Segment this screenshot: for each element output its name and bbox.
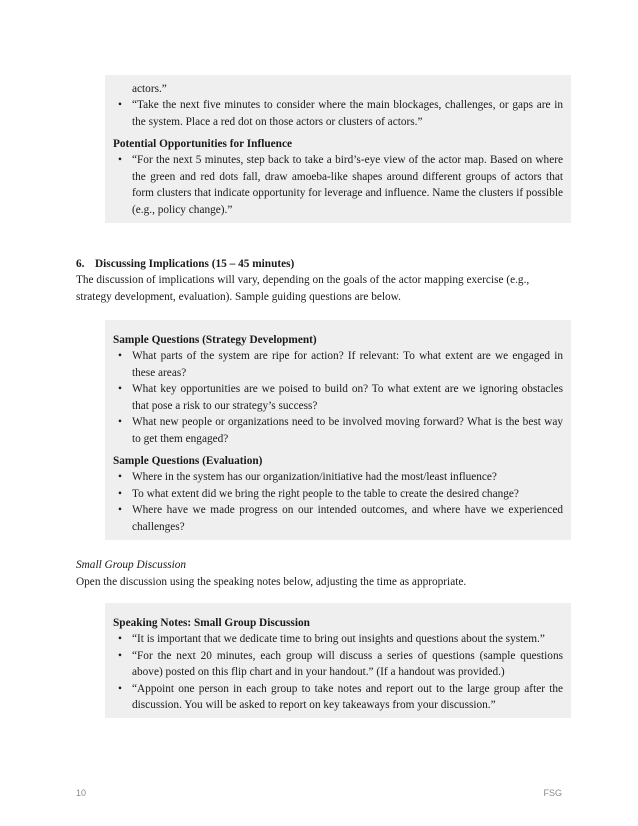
callout-box-influence (105, 75, 571, 223)
section-title: Discussing Implications (15 – 45 minutes) (95, 258, 295, 270)
footer-org: FSG (543, 788, 562, 798)
list-item: • “For the next 5 minutes, step back to take a bird’s-eye view of the actor map. Based on where the green and red dots fall, draw amoeba-like shapes around different groups of actors that form clusters that indicate opportunity for leverage and influence. Name the clusters if possible (e.g., policy change).” (113, 152, 563, 218)
subheading-small-group: Small Group Discussion (76, 559, 187, 571)
continued-text: actors.” (132, 83, 167, 95)
bullet-list-speaking-notes (113, 631, 563, 714)
list-item: • Where in the system has our organization/initiative had the most/least influence? (113, 469, 563, 486)
list-item: • What parts of the system are ripe for action? If relevant: To what extent are we engaged in these areas? (113, 348, 563, 381)
box-heading-opportunities: Potential Opportunities for Influence (113, 138, 292, 150)
callout-box-sample-questions (105, 320, 571, 540)
section-number: 6. (76, 258, 85, 270)
small-group-paragraph: Open the discussion using the speaking notes below, adjusting the time as appropriate. (76, 576, 467, 588)
list-item: • “Appoint one person in each group to take notes and report out to the large group after the discussion. You will be asked to report on key takeaways from your discussion.” (113, 681, 563, 714)
list-item: • What new people or organizations need to be involved moving forward? What is the best way to get them engaged? (113, 414, 563, 447)
list-item: • Where have we made progress on our intended outcomes, and where have we experienced challenges? (113, 502, 563, 535)
page-number: 10 (76, 788, 87, 798)
section-heading (76, 256, 294, 272)
callout-box-speaking-notes (105, 603, 571, 718)
box-heading-speaking-notes: Speaking Notes: Small Group Discussion (113, 617, 310, 629)
box-heading-strategy: Sample Questions (Strategy Development) (113, 334, 317, 346)
section-paragraph: The discussion of implications will vary, depending on the goals of the actor mapping exercise (e.g., strategy development, evaluation). Sample guiding questions are below. (76, 274, 530, 303)
list-item: • To what extent did we bring the right people to the table to create the desired change? (113, 486, 563, 503)
bullet-list-evaluation (113, 469, 563, 535)
box-heading-evaluation: Sample Questions (Evaluation) (113, 455, 263, 467)
bullet-list-opportunities (113, 152, 563, 218)
list-item: • What key opportunities are we poised to build on? To what extent are we ignoring obstacles that pose a risk to our strategy’s success? (113, 381, 563, 414)
bullet-list-blockages (113, 97, 563, 130)
list-item: • “Take the next five minutes to consider where the main blockages, challenges, or gaps are in the system. Place a red dot on those actors or clusters of actors.” (113, 97, 563, 130)
list-item: • “It is important that we dedicate time to bring out insights and questions about the system.” (113, 631, 563, 648)
bullet-list-strategy (113, 348, 563, 447)
list-item: • “For the next 20 minutes, each group will discuss a series of questions (sample questions above) posted on this flip chart and in your handout.” (If a handout was provided.) (113, 648, 563, 681)
